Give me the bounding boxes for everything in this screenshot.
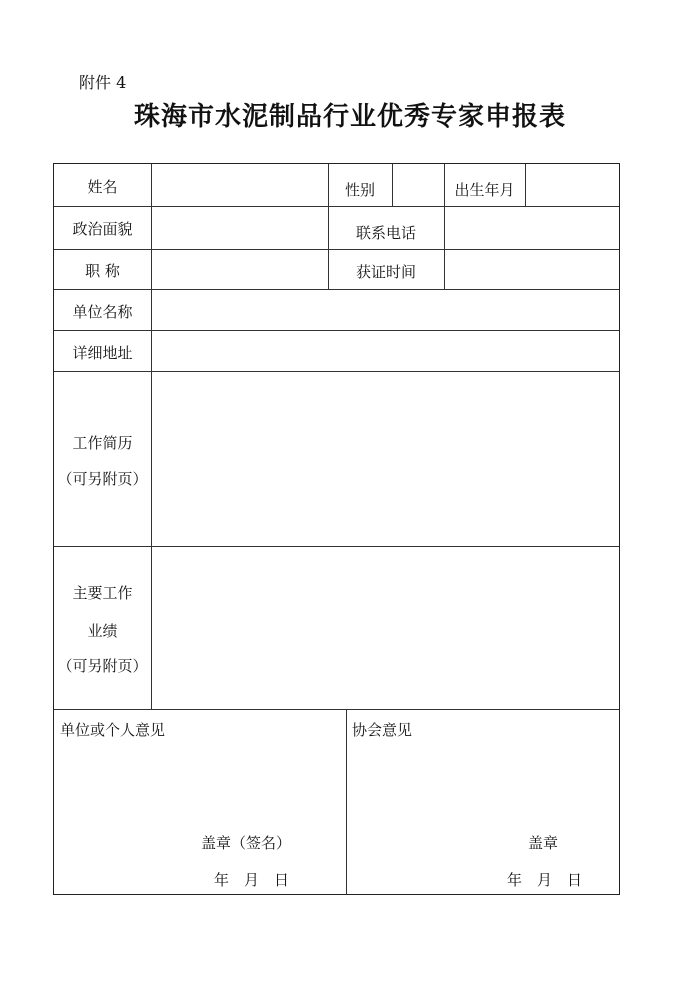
gender-label: 性别	[344, 181, 375, 199]
application-form	[53, 163, 620, 895]
resume-note: （可另附页）	[57, 470, 148, 488]
org-date-label: 年 月 日	[214, 871, 290, 889]
political-label: 政治面貌	[72, 220, 133, 238]
name-field[interactable]	[152, 164, 328, 206]
org-field[interactable]	[152, 290, 619, 330]
political-field[interactable]	[152, 207, 328, 249]
phone-label: 联系电话	[355, 224, 416, 242]
title-label: 职 称	[85, 262, 120, 280]
cert-time-label: 获证时间	[355, 263, 416, 281]
phone-field[interactable]	[445, 207, 619, 249]
achievements-note: （可另附页）	[57, 657, 148, 675]
assoc-opinion-field[interactable]	[347, 744, 619, 824]
address-field[interactable]	[152, 331, 619, 371]
org-label: 单位名称	[72, 303, 133, 321]
gender-field[interactable]	[393, 164, 444, 206]
achievements-field[interactable]	[152, 547, 619, 709]
org-opinion-label: 单位或个人意见	[60, 721, 166, 739]
page-title: 珠海市水泥制品行业优秀专家申报表	[133, 102, 566, 132]
assoc-date-label: 年 月 日	[507, 871, 583, 889]
assoc-seal-label: 盖章	[528, 834, 559, 852]
birth-field[interactable]	[526, 164, 619, 206]
title-field[interactable]	[152, 250, 328, 289]
assoc-opinion-label: 协会意见	[352, 721, 413, 739]
birth-label: 出生年月	[454, 181, 515, 199]
resume-field[interactable]	[152, 372, 619, 546]
achievements-label-line2: 业绩	[87, 622, 118, 640]
address-label: 详细地址	[72, 344, 133, 362]
org-seal-label: 盖章（签名）	[201, 834, 292, 852]
attachment-label: 附件 4	[79, 73, 127, 92]
name-label: 姓名	[87, 178, 118, 196]
resume-label: 工作简历	[72, 434, 133, 452]
cert-time-field[interactable]	[445, 250, 619, 289]
org-opinion-field[interactable]	[54, 744, 346, 824]
achievements-label: 主要工作	[72, 584, 133, 602]
